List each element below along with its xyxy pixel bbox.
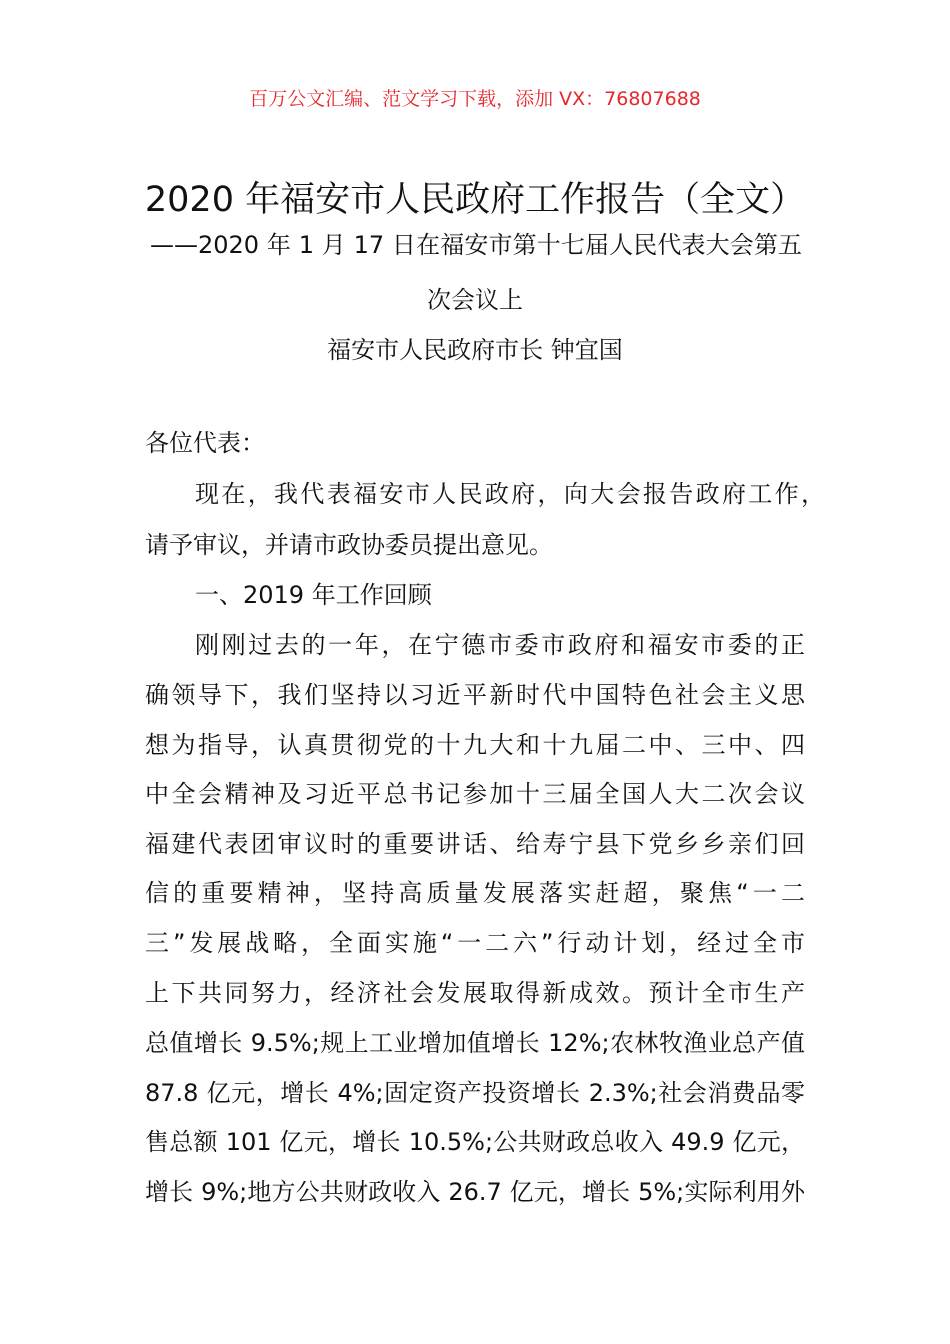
salutation: 各位代表： (145, 429, 265, 457)
paragraph-line: 请予审议，并请市政协委员提出意见。 (145, 531, 553, 559)
paragraph-line: 三”发展战略，全面实施“一二六”行动计划，经过全市 (145, 929, 805, 957)
author-line: 福安市人民政府市长 钟宜国 (327, 336, 623, 364)
document-title: 2020 年福安市人民政府工作报告（全文） (144, 180, 806, 220)
subtitle-line: ——2020 年 1 月 17 日在福安市第十七届人民代表大会第五 (150, 231, 802, 259)
header-notice: 百万公文汇编、范文学习下载，添加 VX：76807688 (249, 88, 701, 110)
paragraph-line: 现在，我代表福安市人民政府，向大会报告政府工作， (195, 480, 825, 508)
paragraph-line: 刚刚过去的一年，在宁德市委市政府和福安市委的正 (195, 631, 805, 659)
paragraph-line: 总值增长 9.5%;规上工业增加值增长 12%;农林牧渔业总产值 (145, 1029, 805, 1057)
paragraph-line: 确领导下，我们坚持以习近平新时代中国特色社会主义思 (145, 681, 805, 709)
paragraph-line: 中全会精神及习近平总书记参加十三届全国人大二次会议 (145, 780, 805, 808)
paragraph-line: 上下共同努力，经济社会发展取得新成效。预计全市生产 (145, 979, 805, 1007)
section-heading: 一、2019 年工作回顾 (195, 581, 432, 609)
subtitle-line: 次会议上 (427, 286, 523, 314)
paragraph-line: 信的重要精神，坚持高质量发展落实赶超，聚焦“一二 (145, 879, 805, 907)
paragraph-line: 增长 9%;地方公共财政收入 26.7 亿元，增长 5%;实际利用外 (145, 1178, 805, 1206)
paragraph-line: 87.8 亿元，增长 4%;固定资产投资增长 2.3%;社会消费品零 (145, 1079, 805, 1107)
paragraph-line: 想为指导，认真贯彻党的十九大和十九届二中、三中、四 (145, 731, 805, 759)
paragraph-line: 售总额 101 亿元，增长 10.5%;公共财政总收入 49.9 亿元， (145, 1128, 805, 1156)
paragraph-line: 福建代表团审议时的重要讲话、给寿宁县下党乡乡亲们回 (145, 830, 805, 858)
